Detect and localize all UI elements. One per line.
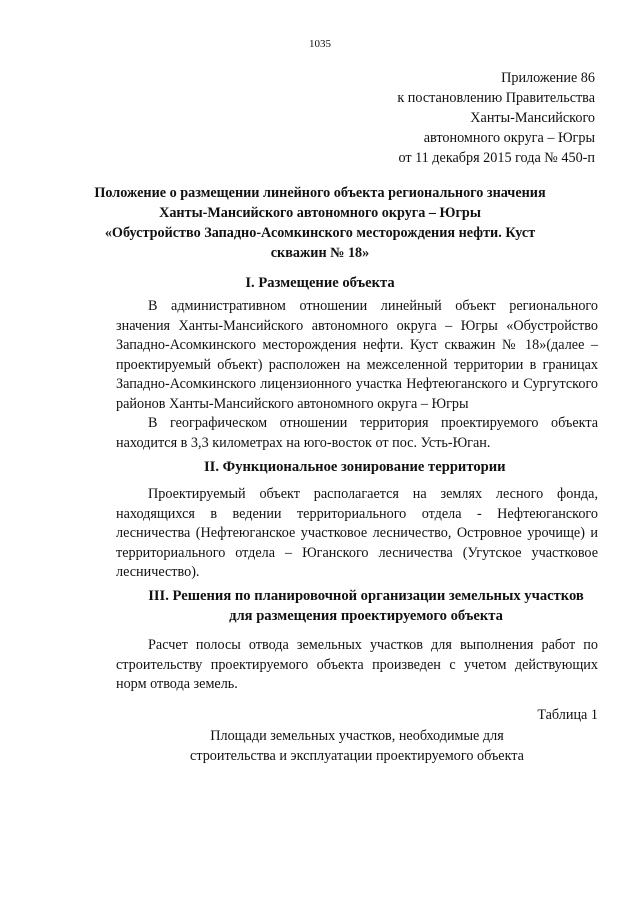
section-1-body [116, 297, 598, 453]
appendix-line: от 11 декабря 2015 года № 450-п [398, 150, 595, 166]
section-1-heading: I. Размещение объекта [245, 275, 395, 291]
title-line: Ханты-Мансийского автономного округа – Югры [159, 205, 481, 221]
paragraph: В географическом отношении территория проектируемого объекта находится в 3,3 километрах на юго-восток от пос. Усть-Юган. [116, 415, 598, 451]
page-number: 1035 [309, 38, 331, 50]
section-3-heading [116, 586, 616, 626]
appendix-line: к постановлению Правительства [397, 90, 595, 106]
paragraph: Расчет полосы отвода земельных участков для выполнения работ по строительству проектируемого объекта произведен с учетом действующих норм отвода земель. [116, 637, 598, 692]
appendix-line: Приложение 86 [501, 70, 595, 86]
title-line: «Обустройство Западно-Асомкинского месторождения нефти. Куст [104, 225, 536, 241]
paragraph: В административном отношении линейный объект регионального значения Ханты-Мансийского автономного округа – Югры «Обустройство Западно-Асомкинского месторождения нефти. Куст скважин № 18»(далее – проектируемый объект) расположен на межселенной территории в границах Западно-Асомкинского лицензионного участка Нефтеюганского и Сургутского районов Ханты-Мансийского автономного округа – Югры [116, 298, 598, 412]
section-3-body [116, 636, 598, 695]
document-title [60, 183, 580, 263]
section-2-heading: II. Функциональное зонирование территории [204, 459, 506, 475]
heading-line: для размещения проектируемого объекта [229, 608, 503, 624]
appendix-block [235, 68, 595, 168]
caption-line: Площади земельных участков, необходимые для [210, 728, 504, 744]
appendix-line: автономного округа – Югры [423, 130, 595, 146]
table-label: Таблица 1 [537, 707, 598, 723]
heading-line: III. Решения по планировочной организации земельных участков [148, 588, 584, 604]
title-line: Положение о размещении линейного объекта регионального значения [94, 185, 546, 201]
section-2-body [116, 485, 598, 583]
paragraph: Проектируемый объект располагается на землях лесного фонда, находящихся в ведении территориального отдела - Нефтеюганского лесничества (Нефтеюганское участковое лесничество, Островное урочище) и территориального отдела – Юганского лесничества (Угутское участковое лесничество). [116, 486, 598, 580]
table-caption [116, 726, 598, 766]
caption-line: строительства и эксплуатации проектируемого объекта [190, 748, 524, 764]
appendix-line: Ханты-Мансийского [470, 110, 595, 126]
title-line: скважин № 18» [270, 245, 370, 261]
